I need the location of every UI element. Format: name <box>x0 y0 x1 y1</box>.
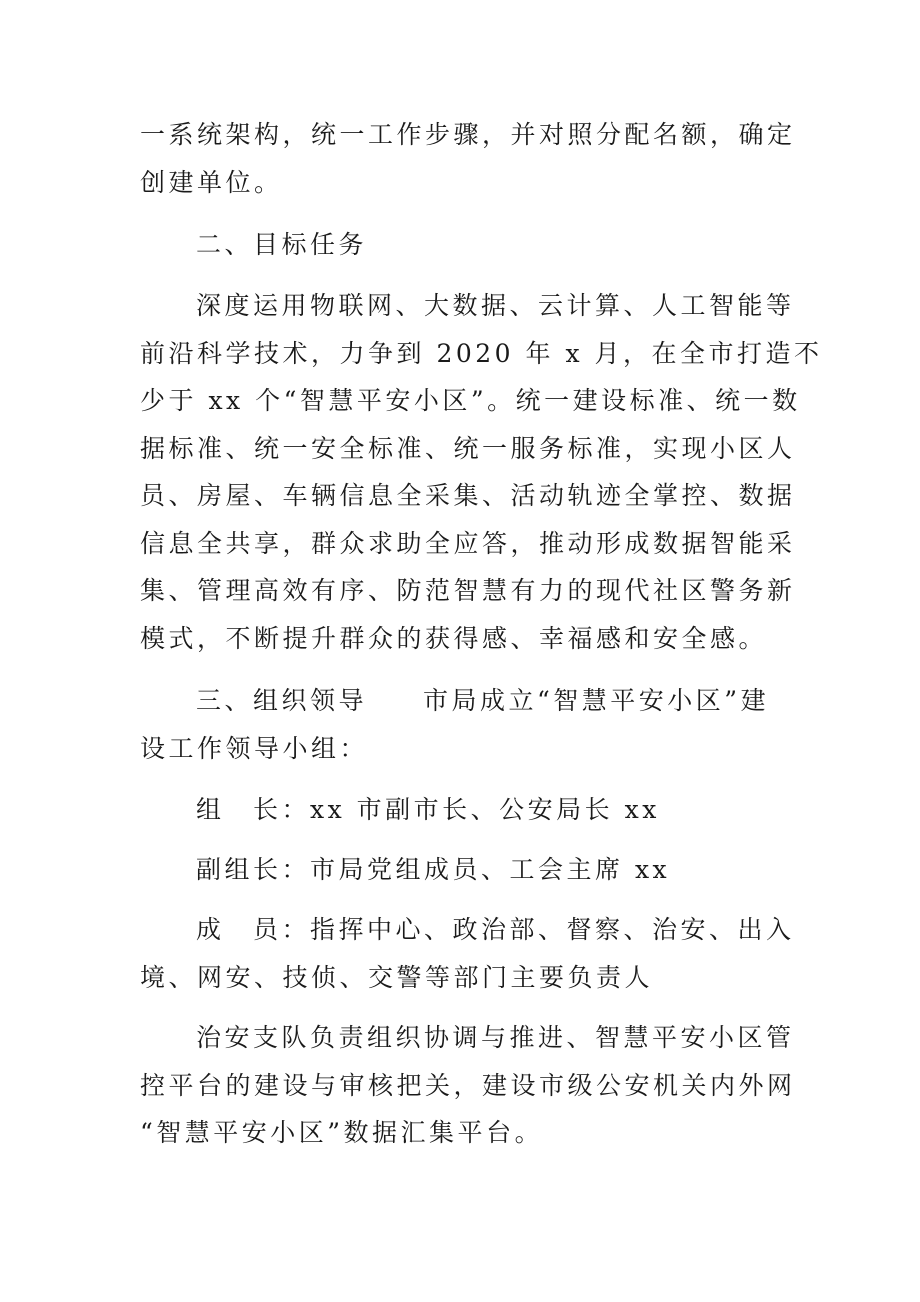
member-list <box>140 906 795 1001</box>
member-leader <box>140 786 790 834</box>
paragraph-organization <box>140 677 790 772</box>
section-heading-organization: 三、组织领导 <box>196 686 368 715</box>
paragraph-intro-continued <box>140 111 796 206</box>
text-line: 创建单位。 <box>140 167 283 197</box>
text-line: 成 员：指挥中心、政治部、督察、治安、出入 <box>196 915 795 944</box>
text-line: 组 长：xx 市副市长、公安局长 xx <box>196 795 660 824</box>
text-line: 据标准、统一安全标准、统一服务标准，实现小区人 <box>140 433 796 463</box>
text-line: 副组长：市局党组成员、工会主席 xx <box>196 855 671 884</box>
text-line: 境、网安、技侦、交警等部门主要负责人 <box>140 962 654 992</box>
organization-text: 市局成立“智慧平安小区”建 <box>423 686 770 715</box>
text-line: 控平台的建设与审核把关，建设市级公安机关内外网 <box>140 1070 796 1100</box>
text-line: 治安支队负责组织协调与推进、智慧平安小区管 <box>196 1023 795 1052</box>
text-line <box>140 677 790 725</box>
section-heading-goals <box>140 221 790 269</box>
text-line: 模式，不断提升群众的获得感、幸福感和安全感。 <box>140 623 768 653</box>
text-line: 深度运用物联网、大数据、云计算、人工智能等 <box>196 291 795 320</box>
text-line: 设工作领导小组： <box>140 733 369 763</box>
text-line: 一系统架构，统一工作步骤，并对照分配名额，确定 <box>140 120 796 149</box>
member-deputy-leader <box>140 846 790 894</box>
text-line: 信息全共享，群众求助全应答，推动形成数据智能采 <box>140 528 796 558</box>
text-line: 前沿科学技术，力争到 2020 年 x 月，在全市打造不 <box>140 338 823 368</box>
text-line: 员、房屋、车辆信息全采集、活动轨迹全掌控、数据 <box>140 481 796 510</box>
text-line: “智慧平安小区”数据汇集平台。 <box>140 1118 544 1147</box>
paragraph-goals <box>140 282 823 662</box>
text-line: 少于 xx 个“智慧平安小区”。统一建设标准、统一数 <box>140 386 801 415</box>
paragraph-duties <box>140 1014 796 1157</box>
text-line: 集、管理高效有序、防范智慧有力的现代社区警务新 <box>140 576 796 605</box>
heading-text: 二、目标任务 <box>196 230 368 259</box>
